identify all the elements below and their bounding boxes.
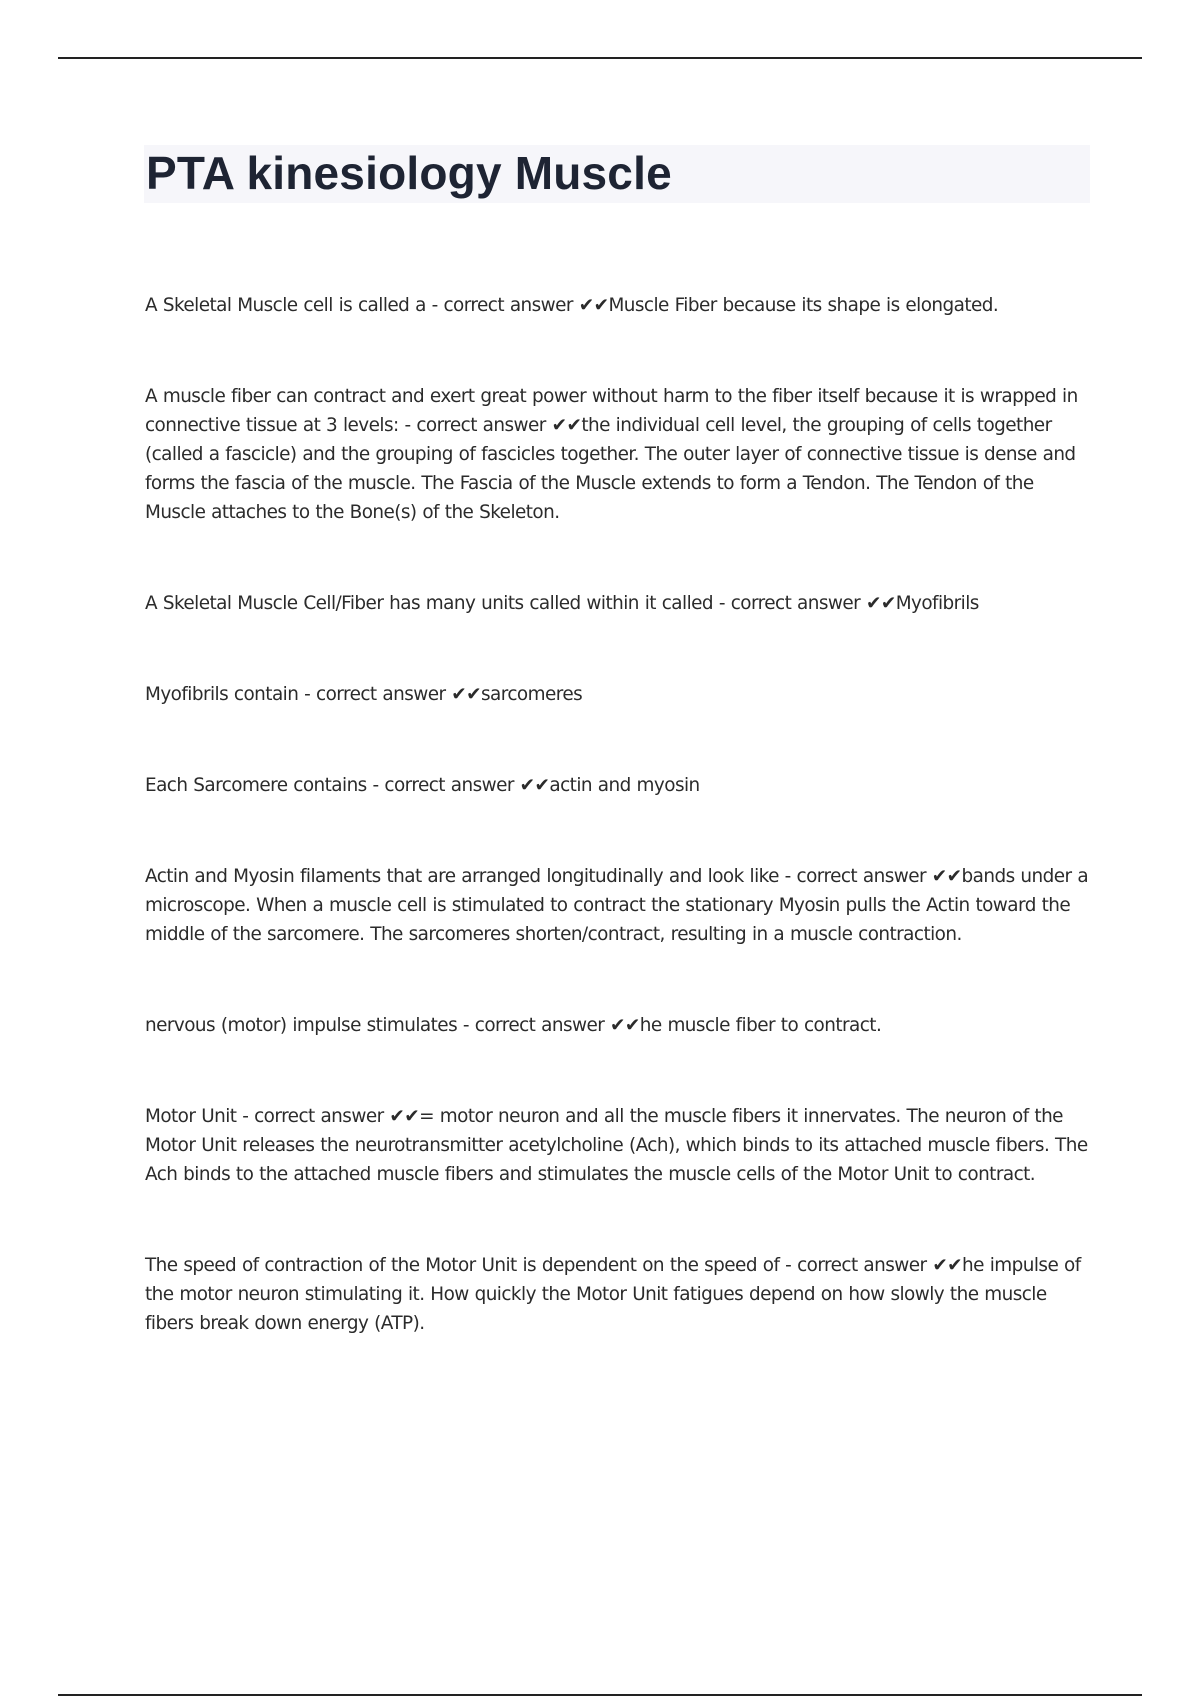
qa-answer: bands under a microscope. When a muscle cell is stimulated to contract the stationary Myosin pulls the Actin toward the middle of the sarcomere. The sarcomeres shorten/contract, resulting in a muscle contraction.: [145, 866, 1089, 945]
qa-item: [145, 771, 1095, 800]
qa-separator: -: [457, 1015, 475, 1036]
qa-question: Myofibrils contain: [145, 684, 299, 705]
qa-answer: actin and myosin: [549, 775, 700, 796]
qa-question: A Skeletal Muscle Cell/Fiber has many units called within it called: [145, 593, 714, 614]
qa-item: [145, 862, 1095, 949]
qa-separator: -: [398, 415, 417, 436]
qa-answer-marker: correct answer ✔✔: [796, 866, 962, 887]
qa-answer-marker: correct answer ✔✔: [797, 1255, 963, 1276]
bottom-divider: [58, 1694, 1142, 1696]
qa-question: Actin and Myosin filaments that are arranged longitudinally and look like: [145, 866, 779, 887]
qa-separator: -: [425, 295, 444, 316]
qa-separator: -: [779, 1255, 798, 1276]
qa-answer-marker: correct answer ✔✔: [443, 295, 609, 316]
qa-answer-marker: correct answer ✔✔: [384, 775, 550, 796]
qa-separator: -: [778, 866, 797, 887]
qa-question: A Skeletal Muscle cell is called a: [145, 295, 426, 316]
qa-answer: sarcomeres: [481, 684, 583, 705]
qa-answer: he impulse of the motor neuron stimulating it. How quickly the Motor Unit fatigues depend on how slowly the muscle fibers break down energy (ATP).: [145, 1255, 1081, 1334]
qa-answer-marker: correct answer ✔✔: [730, 593, 896, 614]
qa-separator: -: [298, 684, 317, 705]
qa-item: [145, 1102, 1095, 1189]
qa-answer-marker: correct answer ✔✔: [254, 1106, 420, 1127]
qa-item: [145, 1251, 1095, 1338]
qa-question: Each Sarcomere contains: [145, 775, 367, 796]
qa-answer: Muscle Fiber because its shape is elongated.: [608, 295, 999, 316]
qa-answer: = motor neuron and all the muscle fibers it innervates. The neuron of the Motor Unit releases the neurotransmitter acetylcholine (Ach), which binds to its attached muscle fibers. The Ach binds to the attached muscle fibers and stimulates the muscle cells of the Motor Unit to contract.: [145, 1106, 1088, 1185]
top-divider: [58, 57, 1142, 59]
qa-question: A muscle fiber can contract and exert great power without harm to the fiber itself because it is wrapped in connective tissue at 3 levels:: [145, 386, 1078, 436]
qa-question: Motor Unit: [145, 1106, 237, 1127]
qa-answer: he muscle fiber to contract.: [639, 1015, 882, 1036]
qa-separator: -: [366, 775, 385, 796]
page-title: PTA kinesiology Muscle: [146, 147, 672, 199]
qa-separator: -: [236, 1106, 255, 1127]
qa-question: The speed of contraction of the Motor Unit is dependent on the speed of: [145, 1255, 780, 1276]
qa-item: [145, 291, 1095, 320]
qa-answer-marker: correct answer ✔✔: [316, 684, 482, 705]
title-banner: [144, 145, 1090, 203]
qa-list: [145, 291, 1095, 1400]
qa-answer-marker: correct answer ✔✔: [416, 415, 582, 436]
qa-answer: the individual cell level, the grouping of cells together (called a fascicle) and the grouping of fascicles together. The outer layer of connective tissue is dense and forms the fascia of the muscle. The Fascia of the Muscle extends to form a Tendon. The Tendon of the Muscle attaches to the Bone(s) of the Skeleton.: [145, 415, 1076, 523]
qa-answer: Myofibrils: [895, 593, 979, 614]
qa-item: [145, 589, 1095, 618]
qa-item: [145, 1011, 1095, 1040]
qa-item: [145, 680, 1095, 709]
qa-answer-marker: correct answer ✔✔: [474, 1015, 640, 1036]
qa-separator: -: [713, 593, 731, 614]
qa-item: [145, 382, 1095, 527]
qa-question: nervous (motor) impulse stimulates: [145, 1015, 458, 1036]
